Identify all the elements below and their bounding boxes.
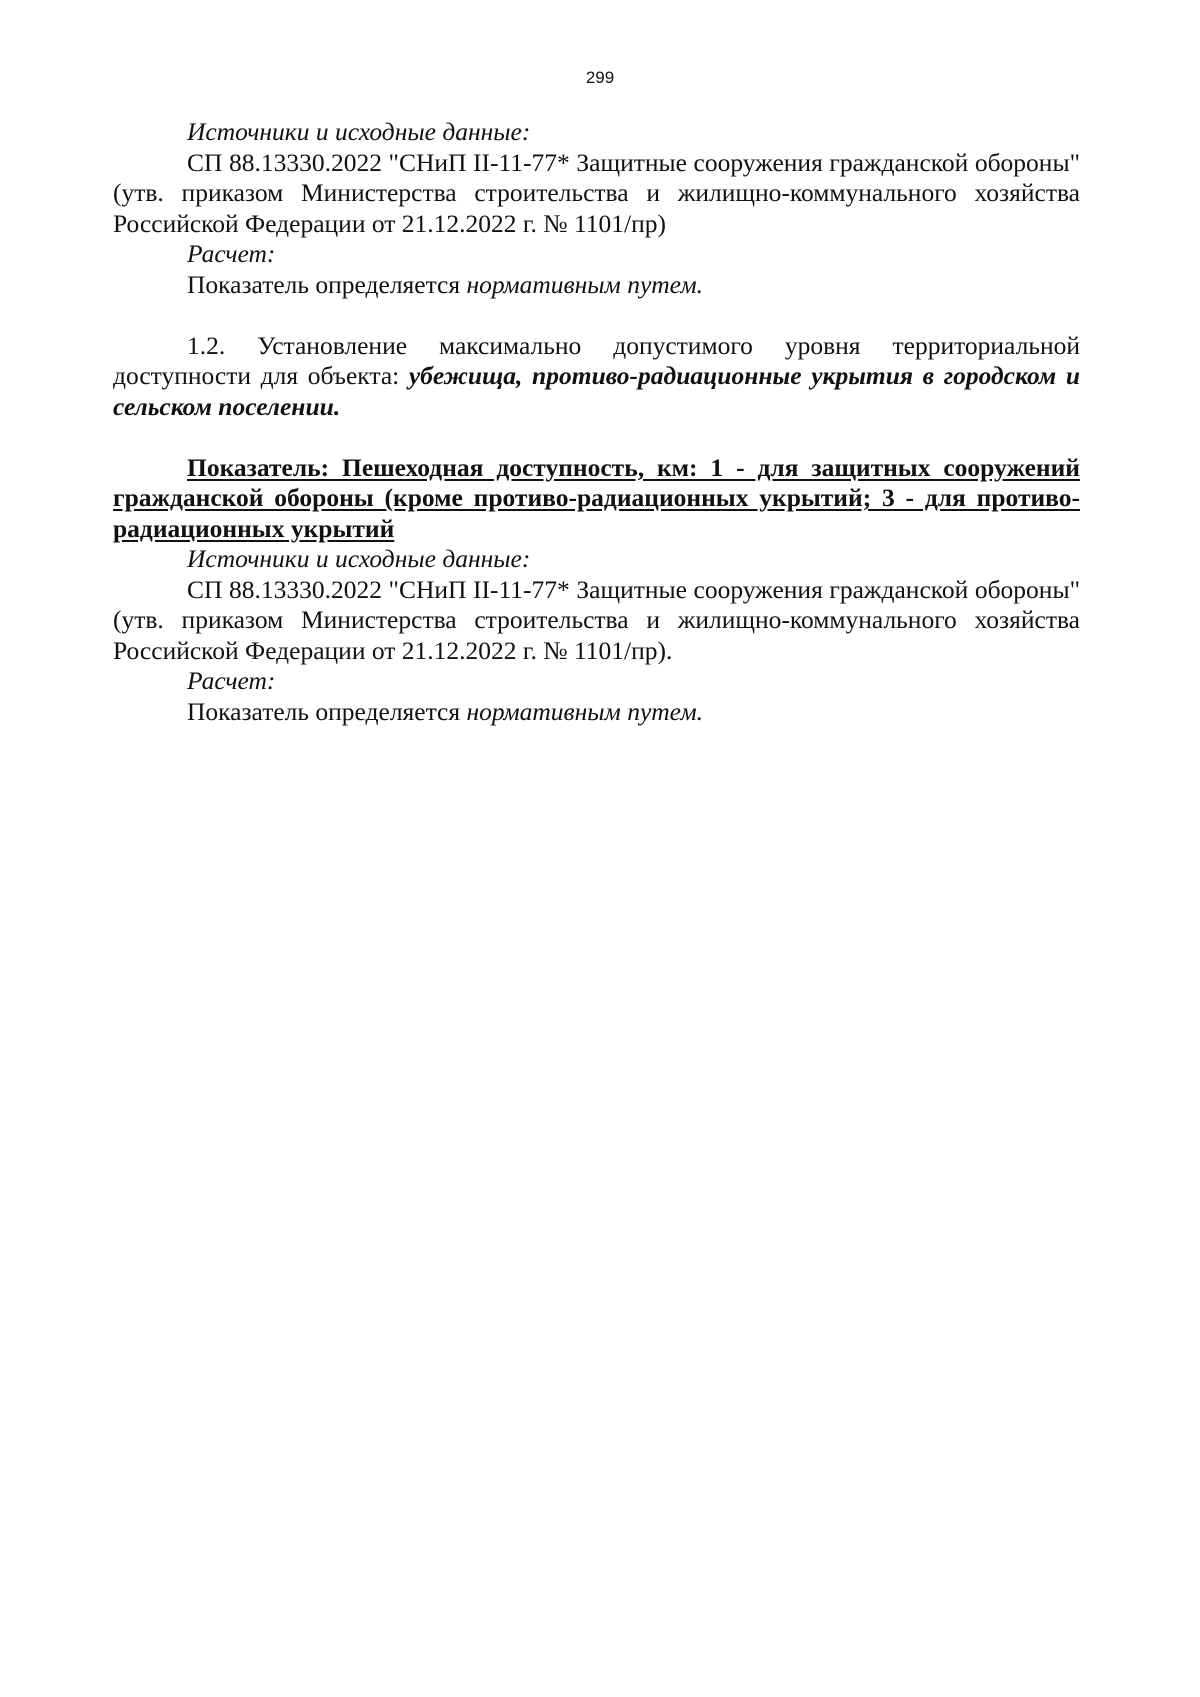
calculation-text <box>113 270 1080 301</box>
calculation-prefix: Показатель определяется <box>187 269 467 299</box>
section-1-2-paragraph <box>113 331 1080 423</box>
spacer <box>113 422 1080 453</box>
calculation-method: нормативным путем. <box>466 696 704 726</box>
sources-text: СП 88.13330.2022 "СНиП II-11-77* Защитные сооружения гражданской обороны" (утв. приказом Министерства строительства и жилищно-коммунального хозяйства Российской Федерации от 21.12.2022 г. № 1101/пр). <box>113 574 1080 665</box>
calculation-text <box>113 697 1080 728</box>
spacer <box>113 300 1080 331</box>
sources-label: Источники и исходные данные: <box>187 117 531 146</box>
calculation-prefix: Показатель определяется <box>187 696 467 726</box>
sources-text: СП 88.13330.2022 "СНиП II-11-77* Защитные сооружения гражданской обороны" (утв. приказом Министерства строительства и жилищно-коммунального хозяйства Российской Федерации от 21.12.2022 г. № 1101/пр) <box>113 147 1080 238</box>
calculation-method: нормативным путем. <box>466 269 704 299</box>
sources-label: Источники и исходные данные: <box>187 544 531 573</box>
section-1-2-object: убежища, противо-радиационные укрытия в городском и сельском поселении. <box>113 361 1081 421</box>
page-content <box>113 117 1080 727</box>
section-1-2-intro: 1.2. Установление максимально допустимого уровня территориальной доступности для объекта: <box>113 330 1080 390</box>
page-number: 299 <box>585 68 615 87</box>
indicator-heading: Показатель: Пешеходная доступность, км: 1 - для защитных сооружений гражданской обороны (кроме противо-радиационных укрытий; 3 - для противо-радиационных укрытий <box>113 452 1080 543</box>
calculation-label: Расчет: <box>187 666 276 695</box>
calculation-label: Расчет: <box>187 239 276 268</box>
